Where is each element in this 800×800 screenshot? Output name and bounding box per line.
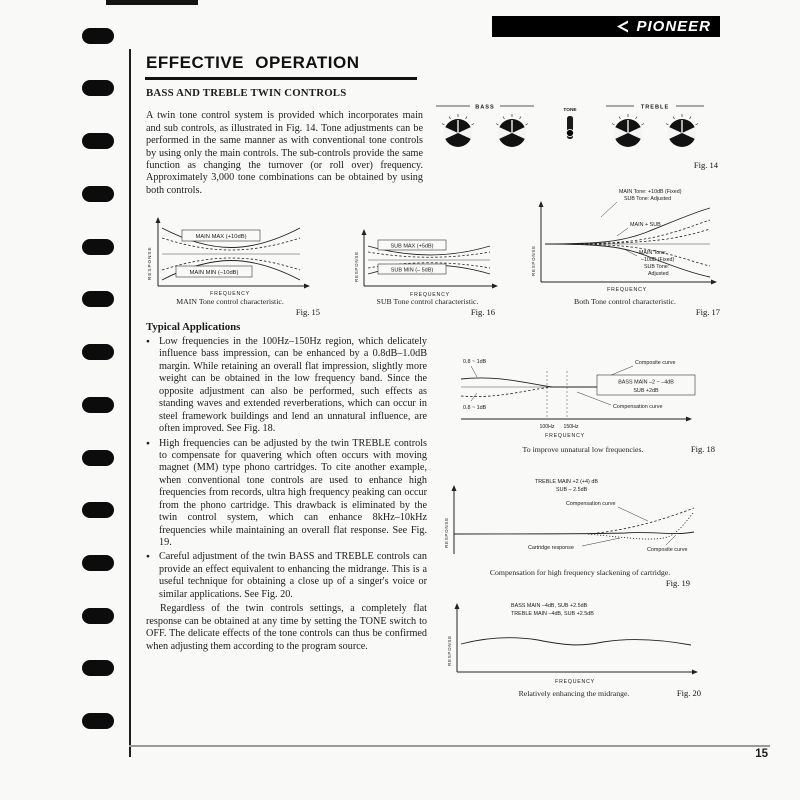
fig19-response-label: RESPONSE bbox=[444, 517, 449, 548]
binding-hole bbox=[82, 291, 114, 307]
fig16-max-label: SUB MAX (+5dB) bbox=[390, 243, 434, 250]
fig17-caption: Both Tone control characteristic. bbox=[574, 297, 676, 306]
fig18-compensation-label: Compensation curve bbox=[613, 404, 663, 410]
fig20-caption-row bbox=[443, 688, 705, 700]
scan-edge-mark bbox=[106, 0, 198, 5]
fig20-line-1: BASS MAIN –4dB, SUB +2.5dB bbox=[511, 603, 588, 609]
fig18-composite-label: Composite curve bbox=[635, 360, 676, 366]
binding-hole bbox=[82, 660, 114, 676]
fig19-cartridge-label: Cartridge response bbox=[528, 545, 574, 551]
left-margin-rule bbox=[129, 49, 131, 757]
fig19-compensation-label: Compensation curve bbox=[566, 501, 616, 507]
binding-hole bbox=[82, 713, 114, 729]
fig15-caption: MAIN Tone control characteristic. bbox=[176, 297, 284, 306]
fig17-main-plus-sub-label: MAIN + SUB bbox=[630, 222, 661, 228]
fig15-min-label: MAIN MIN (–10dB) bbox=[189, 270, 239, 276]
bullet-text: Careful adjustment of the twin BASS and TREBLE controls can provide an effect equivalent to enhancing the midrange. This is a useful technique for obtaining a close up of a singer's voice or similar applications. See Fig. 20. bbox=[159, 551, 427, 600]
pioneer-logo-icon bbox=[617, 20, 630, 33]
pioneer-logo-bar bbox=[492, 16, 720, 37]
fig14-tone-label: TONE bbox=[563, 108, 577, 113]
fig18-frequency-label: FREQUENCY bbox=[545, 433, 585, 439]
fig15-max-label: MAIN MAX (+10dB) bbox=[195, 234, 247, 240]
treble-main-knob bbox=[612, 114, 644, 147]
compensation-curve bbox=[588, 508, 694, 534]
bullet-text: Low frequencies in the 100Hz–150Hz region, which delicately influence bass impression, can be enhanced by a 0.8dB–1.0dB margin. While retaining an overall flat impression, slightly more weight can be obtained in the low frequency band. Since the opposite adjustment can also be performed, such effects as standing waves and extended reverberations, which can occur in steel framework buildings and lend an unnatural influence, are often improved. See Fig. 18. bbox=[159, 336, 427, 435]
binding-hole bbox=[82, 28, 114, 44]
composite-curve bbox=[454, 532, 694, 534]
binding-hole bbox=[82, 186, 114, 202]
list-item bbox=[146, 336, 427, 436]
bullet-text: High frequencies can be adjusted by the twin TREBLE controls to compensate for quavering which often occurs with moving magnet (MM) type phono cartridges. To cite another example, when conventional tone controls are used to enhance high frequencies from records, ultra high frequency peaking can occur from the phono cartridge. This drawback is eliminated by the twin control system, which can enhance 8kHz–10kHz frequencies while maintaining an overall flat response. See Fig. 19. bbox=[159, 437, 427, 548]
fig17-low-label-4: Adjusted bbox=[648, 271, 669, 277]
typical-applications-heading: Typical Applications bbox=[146, 321, 241, 333]
fig17-top-label-1: MAIN Tone: +10dB (Fixed) bbox=[619, 189, 682, 195]
fig15-frequency-label: FREQUENCY bbox=[210, 291, 250, 297]
binding-hole bbox=[82, 555, 114, 571]
fig15-label: Fig. 15 bbox=[295, 307, 320, 317]
fig16-response-label: RESPONSE bbox=[354, 251, 359, 282]
fig14-label: Fig. 14 bbox=[693, 160, 718, 170]
fig19-chart bbox=[440, 472, 718, 564]
main-plus-sub-lower-curve bbox=[545, 244, 710, 277]
binding-hole bbox=[82, 80, 114, 96]
fig16-chart bbox=[350, 222, 500, 304]
midrange-response-curve bbox=[461, 638, 691, 645]
fig18-gap-top-label: 0.8 ~ 1dB bbox=[463, 359, 487, 365]
fig15-chart bbox=[142, 212, 312, 304]
fig18-box-line-2: SUB +2dB bbox=[633, 388, 659, 394]
binding-hole bbox=[82, 502, 114, 518]
binding-hole bbox=[82, 133, 114, 149]
fig20-line-2: TREBLE MAIN –4dB, SUB +2.5dB bbox=[511, 611, 594, 617]
compensation-curve bbox=[461, 387, 552, 397]
fig20-frequency-label: FREQUENCY bbox=[555, 679, 595, 685]
fig18-gap-bottom-label: 0.8 ~ 1dB bbox=[463, 405, 487, 411]
binding-hole bbox=[82, 450, 114, 466]
fig17-low-label-1: MAIN Tone: bbox=[639, 250, 667, 256]
page-number: 15 bbox=[755, 748, 768, 760]
closing-paragraph: Regardless of the twin controls settings, a completely flat response can be obtained at any time by setting the TONE switch to OFF. The delicate effects of the tone controls can thus be confirmed when adjusting them according to the program source. bbox=[146, 603, 427, 652]
fig20-response-label: RESPONSE bbox=[447, 635, 452, 666]
main-plus-sub-upper-curve bbox=[545, 208, 710, 244]
fig18-caption-row bbox=[447, 444, 719, 456]
fig19-label: Fig. 19 bbox=[665, 578, 690, 588]
fig16-label: Fig. 16 bbox=[470, 307, 495, 317]
fig19-top-label-2: SUB – 2.5dB bbox=[556, 487, 588, 493]
typical-applications-list bbox=[146, 336, 427, 663]
fig16-min-label: SUB MIN (– 5dB) bbox=[390, 267, 434, 274]
binding-hole bbox=[82, 608, 114, 624]
binding-hole bbox=[82, 239, 114, 255]
fig19-composite-label: Composite curve bbox=[647, 547, 688, 553]
fig16-frequency-label: FREQUENCY bbox=[410, 292, 450, 298]
bass-sub-knob bbox=[496, 114, 528, 147]
intro-paragraph: A twin tone control system is provided which incorporates main and sub controls, as illustrated in Fig. 14. Tone adjustments can be performed in the same manner as with conventional tone controls by using only the main controls. The sub-controls provide the same function as changing the turnover (or roll over) frequency. Approximately 3,000 tone combinations can be obtained by using both controls. bbox=[146, 110, 423, 196]
fig18-box-line-1: BASS MAIN –2 ~ –4dB bbox=[618, 379, 674, 386]
fig17-label: Fig. 17 bbox=[695, 307, 720, 317]
binding-hole bbox=[82, 344, 114, 360]
treble-sub-knob bbox=[666, 114, 698, 147]
fig14-knob-panel bbox=[428, 97, 718, 155]
fig18-tick-100hz: 100Hz bbox=[539, 424, 555, 430]
bass-main-knob bbox=[442, 114, 474, 147]
fig17-low-label-2: –10dB (Fixed) bbox=[641, 257, 675, 263]
footer-rule bbox=[129, 745, 770, 747]
fig18-caption: To improve unnatural low frequencies. bbox=[522, 445, 644, 454]
fig16-caption: SUB Tone control characteristic. bbox=[376, 297, 479, 306]
fig17-chart bbox=[527, 184, 722, 296]
fig17-low-label-3: SUB Tone: bbox=[644, 264, 670, 270]
fig15-response-label: RESPONSE bbox=[147, 246, 152, 280]
fig20-chart bbox=[443, 594, 705, 686]
fig17-frequency-label: FREQUENCY bbox=[607, 287, 647, 293]
fig19-caption: Compensation for high frequency slackening of cartridge. bbox=[489, 568, 671, 577]
fig18-tick-150hz: 150Hz bbox=[563, 424, 579, 430]
page-title: EFFECTIVE OPERATION bbox=[146, 53, 360, 72]
list-item bbox=[146, 551, 427, 601]
section-heading: BASS AND TREBLE TWIN CONTROLS bbox=[146, 87, 347, 99]
binding-hole bbox=[82, 397, 114, 413]
brand-name: PIONEER bbox=[636, 18, 711, 35]
fig17-top-label-2: SUB Tone: Adjusted bbox=[624, 196, 672, 202]
fig20-label: Fig. 20 bbox=[676, 688, 701, 698]
fig18-chart bbox=[447, 341, 719, 441]
fig14-treble-label: TREBLE bbox=[640, 104, 670, 111]
title-underline bbox=[145, 77, 417, 80]
fig18-label: Fig. 18 bbox=[690, 444, 715, 454]
fig19-top-label-1: TREBLE MAIN +2 (+4) dB bbox=[535, 479, 598, 485]
list-item bbox=[146, 438, 427, 550]
fig14-bass-label: BASS bbox=[475, 104, 495, 111]
cartridge-response-curve bbox=[588, 512, 694, 539]
fig17-response-label: RESPONSE bbox=[531, 245, 536, 276]
fig20-caption: Relatively enhancing the midrange. bbox=[518, 689, 630, 698]
